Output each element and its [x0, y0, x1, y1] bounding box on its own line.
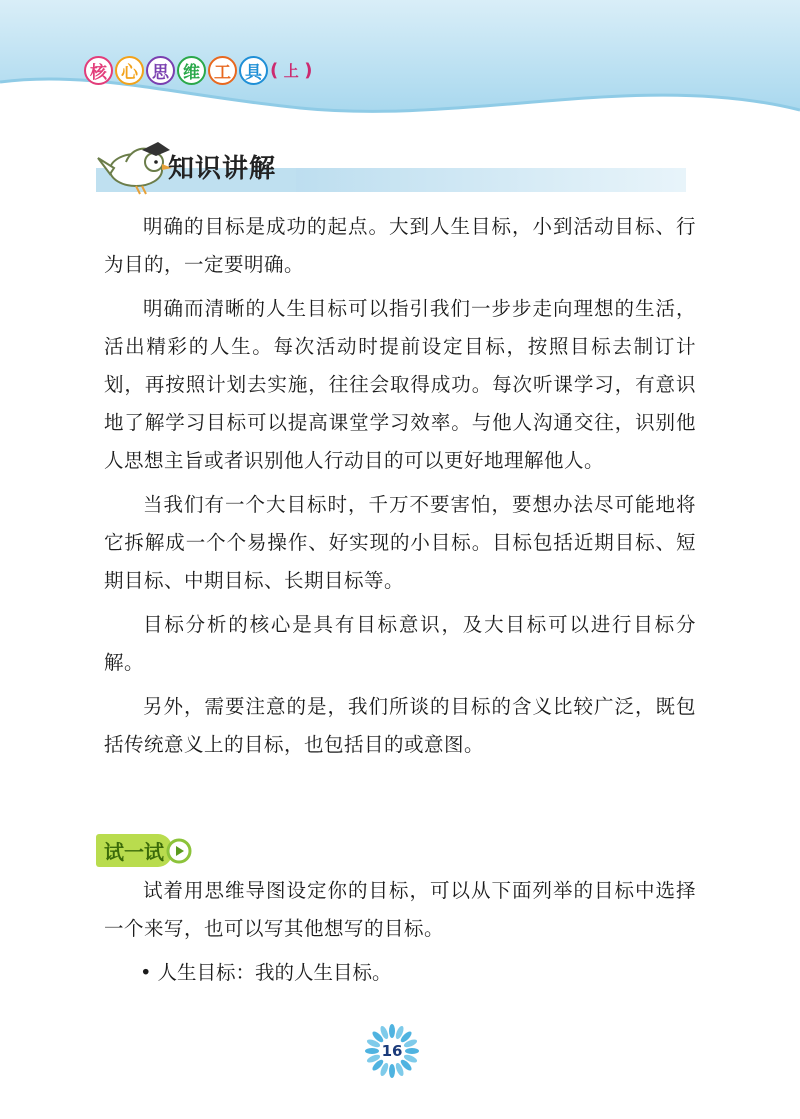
try-paragraph: 试着用思维导图设定你的目标，可以从下面列举的目标中选择一个来写，也可以写其他想写的目标。	[104, 879, 696, 940]
page-number: 16	[381, 1042, 403, 1060]
section-title: 知识讲解	[168, 154, 277, 184]
brand-paren-close: )	[304, 60, 313, 81]
page-number-badge	[363, 1022, 421, 1080]
play-icon	[166, 838, 192, 864]
series-title	[84, 56, 312, 85]
body-text	[104, 208, 696, 770]
paragraph-4: 目标分析的核心是具有目标意识，及大目标可以进行目标分解。	[104, 613, 696, 674]
try-section-badge	[96, 834, 192, 867]
paragraph-3: 当我们有一个大目标时，千万不要害怕，要想办法尽可能地将它拆解成一个个易操作、好实现的小目标。目标包括近期目标、短期目标、中期目标、长期目标等。	[104, 493, 696, 592]
paragraph-1: 明确的目标是成功的起点。大到人生目标，小到活动目标、行为目的，一定要明确。	[104, 215, 696, 276]
list-item	[140, 958, 392, 988]
paragraph-5: 另外，需要注意的是，我们所谈的目标的含义比较广泛，既包括传统意义上的目标，也包括目的或意图。	[104, 695, 696, 756]
brand-char-1: 核	[84, 56, 113, 85]
brand-char-4: 维	[177, 56, 206, 85]
try-instructions	[104, 872, 696, 948]
bullet-icon: •	[140, 961, 152, 984]
brand-char-5: 工	[208, 56, 237, 85]
bullet-text: 人生目标：我的人生目标。	[157, 961, 392, 984]
brand-char-6: 具	[239, 56, 268, 85]
brand-paren-open: (	[270, 60, 279, 81]
paragraph-2: 明确而清晰的人生目标可以指引我们一步步走向理想的生活，活出精彩的人生。每次活动时提前设定目标，按照目标去制订计划，再按照计划去实施，往往会取得成功。每次听课学习，有意识地了解学习目标可以提高课堂学习效率。与他人沟通交往，识别他人思想主旨或者识别他人行动目的可以更好地理解他人。	[104, 297, 696, 472]
try-label: 试一试	[96, 834, 172, 867]
brand-char-2: 心	[115, 56, 144, 85]
brand-suffix: 上	[283, 62, 299, 80]
brand-char-3: 思	[146, 56, 175, 85]
